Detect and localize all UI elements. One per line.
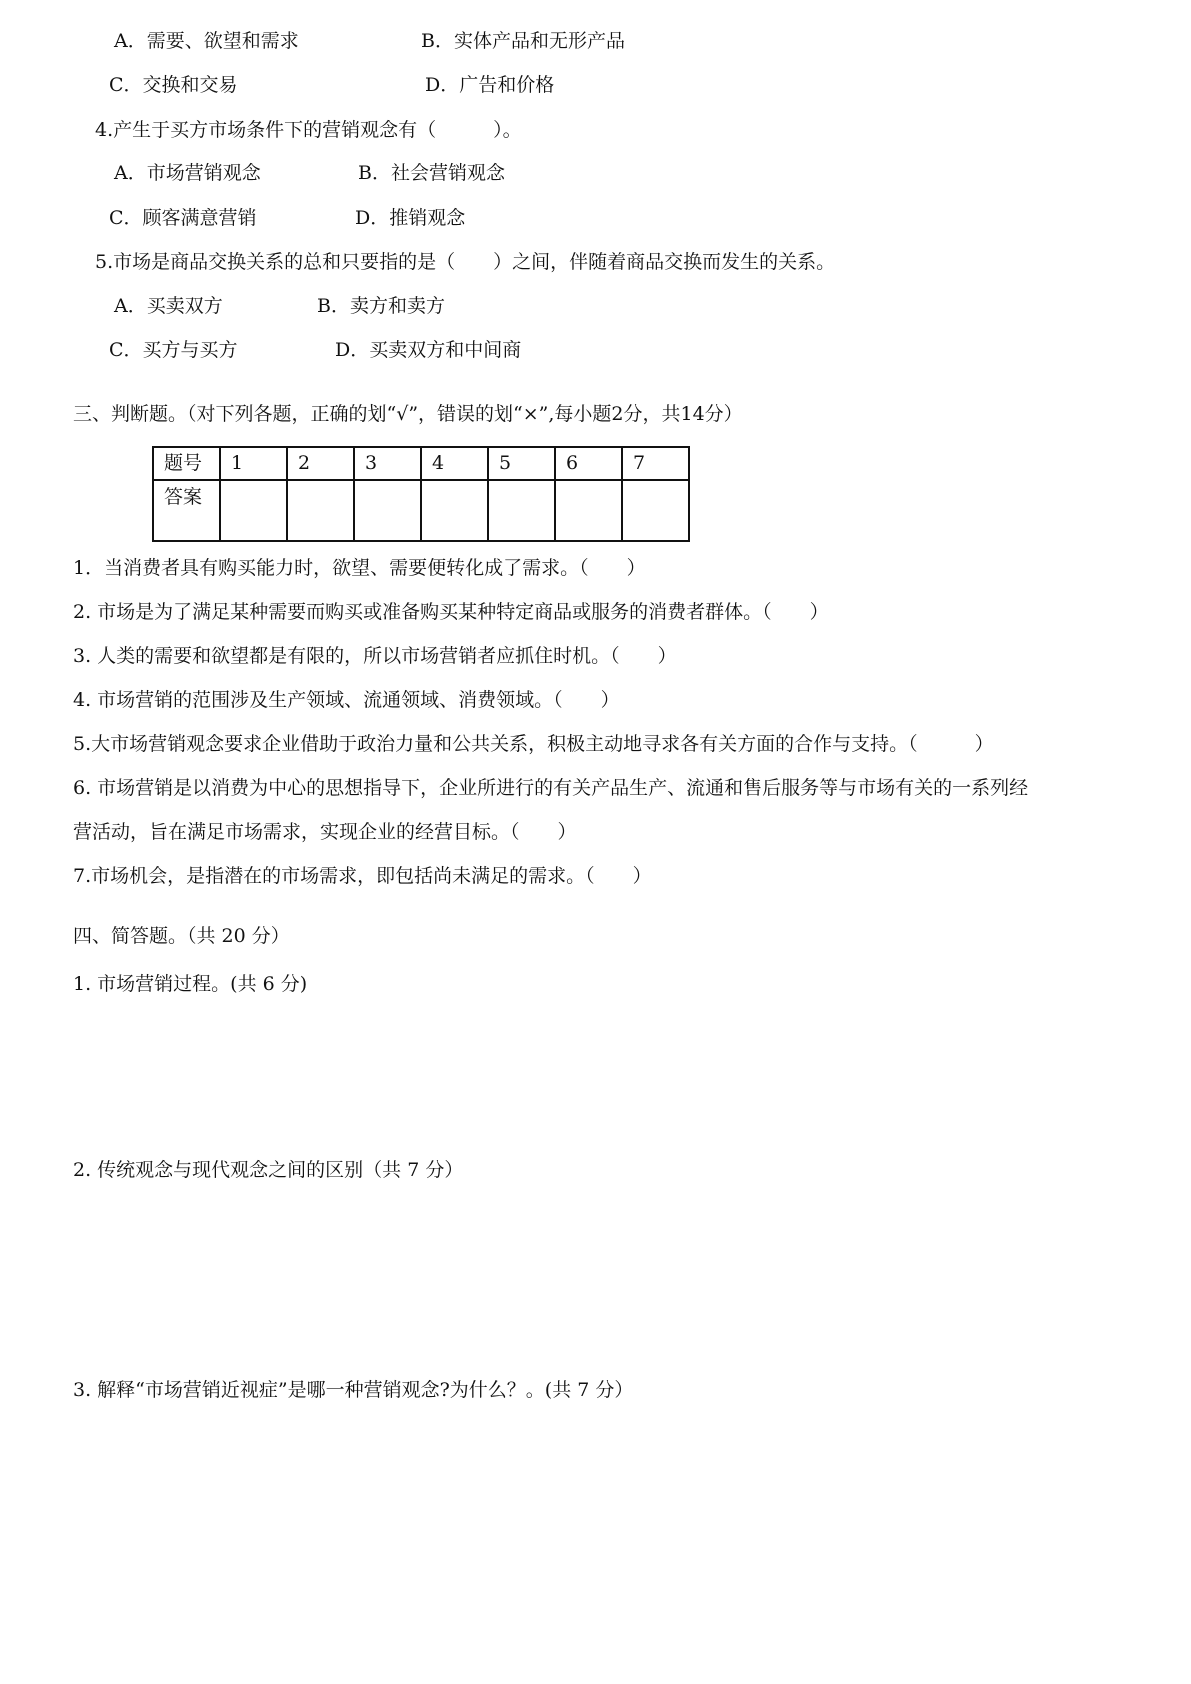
- option-text: 推销观念: [389, 207, 466, 229]
- grid-answer-cell[interactable]: [354, 480, 421, 541]
- section4-heading: 四、简答题。（共 20 分）: [73, 925, 290, 947]
- grid-number-cell: 1: [220, 447, 287, 480]
- option-text: 顾客满意营销: [142, 207, 257, 229]
- option-text: 买卖双方和中间商: [369, 339, 522, 361]
- q4-option-d: [355, 206, 465, 230]
- option-letter: B．: [317, 295, 350, 317]
- short-answer-question-3: 3. 解释“市场营销近视症”是哪一种营销观念?为什么？。(共 7 分）: [73, 1379, 634, 1401]
- option-text: 买方与买方: [142, 339, 238, 361]
- grid-header-label: 题号: [153, 447, 220, 480]
- option-text: 卖方和卖方: [349, 295, 445, 317]
- grid-answer-cell[interactable]: [622, 480, 689, 541]
- judgement-item-2: 2. 市场是为了满足某种需要而购买或准备购买某种特定商品或服务的消费者群体。（ ）: [73, 601, 829, 623]
- option-letter: D．: [355, 207, 390, 229]
- q4-option-c: [109, 206, 257, 230]
- grid-number-cell: 5: [488, 447, 555, 480]
- q4-stem: 4.产生于买方市场条件下的营销观念有（ ）。: [95, 119, 522, 141]
- q3-option-d: [425, 73, 554, 97]
- grid-number-cell: 7: [622, 447, 689, 480]
- q5-option-b: [317, 294, 445, 318]
- grid-number-cell: 3: [354, 447, 421, 480]
- q4-option-a: [114, 161, 261, 185]
- option-text: 交换和交易: [142, 74, 238, 96]
- judgement-item-6: 6. 市场营销是以消费为中心的思想指导下，企业所进行的有关产品生产、流通和售后服务等与市场有关的一系列经: [73, 777, 1029, 799]
- option-text: 需要、欲望和需求: [146, 30, 299, 52]
- grid-number-cell: 2: [287, 447, 354, 480]
- grid-answer-cell[interactable]: [220, 480, 287, 541]
- judgement-item-4: 4. 市场营销的范围涉及生产领域、流通领域、消费领域。（ ）: [73, 689, 620, 711]
- grid-answer-cell[interactable]: [421, 480, 488, 541]
- q3-option-c: [109, 73, 238, 97]
- short-answer-question-2: 2. 传统观念与现代观念之间的区别（共 7 分）: [73, 1159, 464, 1181]
- answer-grid-header-row: [153, 447, 689, 480]
- judgement-item-1: 1．当消费者具有购买能力时，欲望、需要便转化成了需求。（ ）: [73, 557, 646, 579]
- grid-number-cell: 6: [555, 447, 622, 480]
- q5-stem: 5.市场是商品交换关系的总和只要指的是（ ）之间，伴随着商品交换而发生的关系。: [95, 251, 836, 273]
- option-letter: C．: [109, 339, 143, 361]
- q3-option-a: [114, 29, 299, 53]
- option-text: 市场营销观念: [146, 162, 261, 184]
- q4-option-b: [358, 161, 505, 185]
- judgement-item-5: 5.大市场营销观念要求企业借助于政治力量和公共关系，积极主动地寻求各有关方面的合作与支持。（ ）: [73, 733, 994, 755]
- option-text: 买卖双方: [146, 295, 223, 317]
- short-answer-question-1: 1. 市场营销过程。(共 6 分): [73, 973, 308, 995]
- option-text: 广告和价格: [459, 74, 555, 96]
- q5-option-a: [114, 294, 223, 318]
- option-letter: B．: [358, 162, 391, 184]
- option-text: 社会营销观念: [390, 162, 505, 184]
- section3-heading: 三、判断题。（对下列各题，正确的划“√”，错误的划“×”,每小题2分，共14分）: [73, 403, 743, 425]
- grid-number-cell: 4: [421, 447, 488, 480]
- judgement-item-7: 7.市场机会，是指潜在的市场需求，即包括尚未满足的需求。（ ）: [73, 865, 652, 887]
- judgement-item-6-cont: 营活动，旨在满足市场需求，实现企业的经营目标。（ ）: [73, 821, 577, 843]
- grid-answer-label: 答案: [153, 480, 220, 541]
- option-letter: A．: [114, 30, 147, 52]
- option-letter: B．: [421, 30, 454, 52]
- q5-option-c: [109, 338, 238, 362]
- grid-answer-cell[interactable]: [287, 480, 354, 541]
- q5-option-d: [335, 338, 521, 362]
- option-letter: A．: [114, 162, 147, 184]
- option-letter: C．: [109, 207, 143, 229]
- grid-answer-cell[interactable]: [555, 480, 622, 541]
- option-letter: D．: [425, 74, 460, 96]
- option-letter: D．: [335, 339, 370, 361]
- option-letter: C．: [109, 74, 143, 96]
- option-letter: A．: [114, 295, 147, 317]
- option-text: 实体产品和无形产品: [453, 30, 625, 52]
- answer-grid-answer-row: [153, 480, 689, 541]
- q3-option-b: [421, 29, 625, 53]
- answer-grid-table: [152, 446, 690, 542]
- grid-answer-cell[interactable]: [488, 480, 555, 541]
- judgement-item-3: 3. 人类的需要和欲望都是有限的，所以市场营销者应抓住时机。（ ）: [73, 645, 677, 667]
